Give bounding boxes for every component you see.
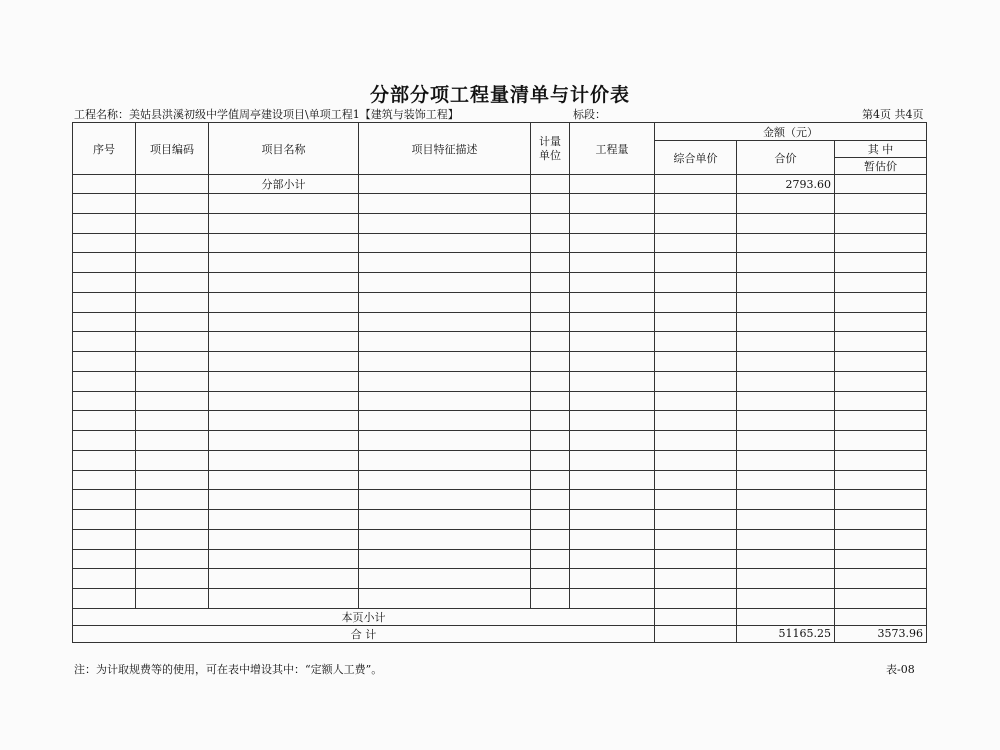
- cell: [737, 233, 835, 253]
- cell: [835, 608, 927, 625]
- cell: [73, 450, 136, 470]
- cell: [136, 431, 209, 451]
- table-row: [73, 411, 927, 431]
- cell: [835, 213, 927, 233]
- cell: [209, 292, 359, 312]
- table-row: [73, 194, 927, 214]
- cell: [359, 371, 531, 391]
- cell: [136, 450, 209, 470]
- cell: [359, 589, 531, 609]
- cell: [570, 352, 655, 372]
- header-total: 合价: [737, 141, 835, 175]
- cell: [531, 490, 570, 510]
- cell: [531, 569, 570, 589]
- cell: [359, 510, 531, 530]
- cell: [359, 213, 531, 233]
- cell: [209, 529, 359, 549]
- cell: [531, 273, 570, 293]
- cell: [136, 411, 209, 431]
- cell: [136, 194, 209, 214]
- cell: [655, 589, 737, 609]
- cell: [209, 332, 359, 352]
- cell: [209, 589, 359, 609]
- cell: [531, 213, 570, 233]
- cell: [737, 470, 835, 490]
- header-name: 项目名称: [209, 123, 359, 175]
- table-row: [73, 253, 927, 273]
- cell: [835, 352, 927, 372]
- cell: [737, 529, 835, 549]
- cell: [359, 391, 531, 411]
- header-unit-price: 综合单价: [655, 141, 737, 175]
- grand-total-provisional: 3573.96: [835, 625, 927, 642]
- cell: [73, 510, 136, 530]
- cell: [209, 431, 359, 451]
- cell: [531, 411, 570, 431]
- cell: [73, 194, 136, 214]
- cell: [359, 470, 531, 490]
- cell: [531, 352, 570, 372]
- cell: [531, 233, 570, 253]
- grand-total-amount: 51165.25: [737, 625, 835, 642]
- cell: [570, 213, 655, 233]
- cell: [570, 391, 655, 411]
- cell: [655, 490, 737, 510]
- cell: [136, 490, 209, 510]
- cell: [737, 450, 835, 470]
- cell: [570, 233, 655, 253]
- cell: [73, 391, 136, 411]
- cell: [209, 470, 359, 490]
- cell: [209, 510, 359, 530]
- cell: [359, 332, 531, 352]
- cell: [136, 213, 209, 233]
- cell: [570, 589, 655, 609]
- cell: [73, 253, 136, 273]
- cell: [570, 431, 655, 451]
- cell: [835, 529, 927, 549]
- cell: [570, 273, 655, 293]
- cell: [570, 332, 655, 352]
- cell: [655, 608, 737, 625]
- cell: [531, 431, 570, 451]
- cell: [359, 352, 531, 372]
- cell: [531, 253, 570, 273]
- table-row: [73, 273, 927, 293]
- cell: [570, 312, 655, 332]
- cell: [136, 569, 209, 589]
- table-row: [73, 371, 927, 391]
- header-provisional: 暂估价: [835, 158, 927, 175]
- cell: [570, 371, 655, 391]
- cell: [136, 371, 209, 391]
- cell: [655, 529, 737, 549]
- cell: [209, 253, 359, 273]
- cell: [655, 431, 737, 451]
- table-row: [73, 450, 927, 470]
- cell: [737, 549, 835, 569]
- cell: [136, 510, 209, 530]
- cell: [737, 352, 835, 372]
- cell: [655, 292, 737, 312]
- cell: [655, 194, 737, 214]
- table-row: [73, 391, 927, 411]
- cell: [359, 431, 531, 451]
- cell: [835, 371, 927, 391]
- cell: [209, 569, 359, 589]
- cell: [570, 411, 655, 431]
- cell: [737, 292, 835, 312]
- cell: [359, 569, 531, 589]
- cell: [136, 352, 209, 372]
- cell: [835, 490, 927, 510]
- cell: [73, 332, 136, 352]
- cell: [737, 371, 835, 391]
- cell: [737, 490, 835, 510]
- cell: [136, 253, 209, 273]
- cell: [835, 292, 927, 312]
- cell: [655, 332, 737, 352]
- subtotal-row: [73, 175, 927, 194]
- cell: [359, 549, 531, 569]
- cell: [73, 233, 136, 253]
- table-row: [73, 332, 927, 352]
- cell: [655, 411, 737, 431]
- header-unit: 计量单位: [531, 123, 570, 175]
- cell: [136, 292, 209, 312]
- cell: [73, 352, 136, 372]
- cell: [835, 470, 927, 490]
- cell: [531, 175, 570, 194]
- cell: [73, 411, 136, 431]
- page-subtotal-label: 本页小计: [73, 608, 655, 625]
- cell: [737, 391, 835, 411]
- cell: [209, 273, 359, 293]
- cell: [570, 490, 655, 510]
- cell: [136, 391, 209, 411]
- table-row: [73, 490, 927, 510]
- cell: [359, 175, 531, 194]
- cell: [570, 529, 655, 549]
- cell: [655, 549, 737, 569]
- cell: [209, 411, 359, 431]
- cell: [531, 529, 570, 549]
- cell: [136, 332, 209, 352]
- cell: [835, 569, 927, 589]
- cell: [209, 391, 359, 411]
- cell: [835, 194, 927, 214]
- cell: [209, 549, 359, 569]
- cell: [359, 450, 531, 470]
- page-number: 第4页 共4页: [862, 108, 924, 121]
- cell: [359, 292, 531, 312]
- cell: [531, 589, 570, 609]
- table-row: [73, 549, 927, 569]
- cell: [136, 233, 209, 253]
- cell: [531, 450, 570, 470]
- cell: [209, 194, 359, 214]
- cell: [835, 332, 927, 352]
- cell: [655, 510, 737, 530]
- cell: [570, 510, 655, 530]
- grand-total-row: [73, 625, 927, 642]
- cell: [531, 292, 570, 312]
- cell: [73, 470, 136, 490]
- cell: [737, 411, 835, 431]
- cell: [655, 175, 737, 194]
- cell: [737, 608, 835, 625]
- header-amount: 金额（元）: [655, 123, 927, 141]
- cell: [136, 312, 209, 332]
- cell: [570, 175, 655, 194]
- cell: [655, 273, 737, 293]
- header-seq: 序号: [73, 123, 136, 175]
- cell: [835, 391, 927, 411]
- page-subtotal-row: [73, 608, 927, 625]
- cell: [73, 371, 136, 391]
- section-label: 标段：: [573, 108, 606, 121]
- cell: [570, 450, 655, 470]
- cell: [835, 175, 927, 194]
- cell: [209, 312, 359, 332]
- cell: [737, 312, 835, 332]
- cell: [359, 411, 531, 431]
- header-description: 项目特征描述: [359, 123, 531, 175]
- cell: [73, 569, 136, 589]
- cell: [209, 233, 359, 253]
- cell: [136, 273, 209, 293]
- cell: [737, 510, 835, 530]
- cell: [73, 431, 136, 451]
- form-number: 表-08: [886, 663, 915, 676]
- footnote: 注：为计取规费等的使用，可在表中增设其中：“定额人工费”。: [74, 663, 383, 676]
- document-title: 分部分项工程量清单与计价表: [369, 84, 630, 106]
- table-row: [73, 233, 927, 253]
- project-name: 工程名称：美姑县洪溪初级中学值周亭建设项目\单项工程1【建筑与装饰工程】: [74, 108, 459, 121]
- cell: [655, 569, 737, 589]
- cell: [655, 371, 737, 391]
- cell: [737, 273, 835, 293]
- cell: [737, 213, 835, 233]
- cell: [359, 490, 531, 510]
- cell: [835, 549, 927, 569]
- grand-total-label: 合 计: [73, 625, 655, 642]
- cell: [570, 470, 655, 490]
- cell: [737, 569, 835, 589]
- cell: [570, 549, 655, 569]
- cell: [570, 253, 655, 273]
- table-row: [73, 589, 927, 609]
- table-row: [73, 431, 927, 451]
- cell: [73, 213, 136, 233]
- table-row: [73, 292, 927, 312]
- cell: [835, 589, 927, 609]
- cell: [655, 352, 737, 372]
- cell: [359, 312, 531, 332]
- subtotal-name: 分部小计: [209, 175, 359, 194]
- cell: [136, 589, 209, 609]
- cell: [737, 194, 835, 214]
- cell: [531, 371, 570, 391]
- cell: [835, 450, 927, 470]
- header-code: 项目编码: [136, 123, 209, 175]
- cell: [359, 273, 531, 293]
- cell: [73, 312, 136, 332]
- cell: [655, 233, 737, 253]
- cell: [655, 625, 737, 642]
- cell: [73, 292, 136, 312]
- table-row: [73, 510, 927, 530]
- cell: [570, 292, 655, 312]
- cell: [359, 253, 531, 273]
- cell: [359, 194, 531, 214]
- table-row: [73, 569, 927, 589]
- cell: [835, 510, 927, 530]
- cell: [531, 194, 570, 214]
- cell: [209, 213, 359, 233]
- header-of-which: 其 中: [835, 141, 927, 158]
- cell: [136, 175, 209, 194]
- cell: [73, 529, 136, 549]
- cell: [655, 470, 737, 490]
- table-row: [73, 312, 927, 332]
- cell: [835, 273, 927, 293]
- table-row: [73, 470, 927, 490]
- cell: [835, 253, 927, 273]
- cell: [655, 450, 737, 470]
- cell: [73, 175, 136, 194]
- cell: [209, 490, 359, 510]
- cell: [209, 450, 359, 470]
- cell: [655, 213, 737, 233]
- header-quantity: 工程量: [570, 123, 655, 175]
- cell: [655, 253, 737, 273]
- cell: [737, 431, 835, 451]
- cell: [531, 470, 570, 490]
- table-row: [73, 352, 927, 372]
- cell: [835, 431, 927, 451]
- cell: [655, 391, 737, 411]
- cell: [835, 312, 927, 332]
- cell: [531, 391, 570, 411]
- cell: [835, 233, 927, 253]
- cell: [73, 490, 136, 510]
- cell: [136, 529, 209, 549]
- table-row: [73, 529, 927, 549]
- cell: [531, 312, 570, 332]
- cell: [531, 510, 570, 530]
- cell: [531, 332, 570, 352]
- cell: [737, 253, 835, 273]
- cell: [570, 569, 655, 589]
- cell: [136, 549, 209, 569]
- cell: [209, 352, 359, 372]
- cell: [136, 470, 209, 490]
- cell: [73, 589, 136, 609]
- cell: [835, 411, 927, 431]
- bill-of-quantities-table: [72, 122, 927, 643]
- cell: [359, 529, 531, 549]
- cell: [737, 332, 835, 352]
- cell: [737, 589, 835, 609]
- cell: [531, 549, 570, 569]
- cell: [73, 273, 136, 293]
- cell: [73, 549, 136, 569]
- cell: [209, 371, 359, 391]
- cell: [570, 194, 655, 214]
- cell: [359, 233, 531, 253]
- table-row: [73, 213, 927, 233]
- cell: [655, 312, 737, 332]
- subtotal-total: 2793.60: [737, 175, 835, 194]
